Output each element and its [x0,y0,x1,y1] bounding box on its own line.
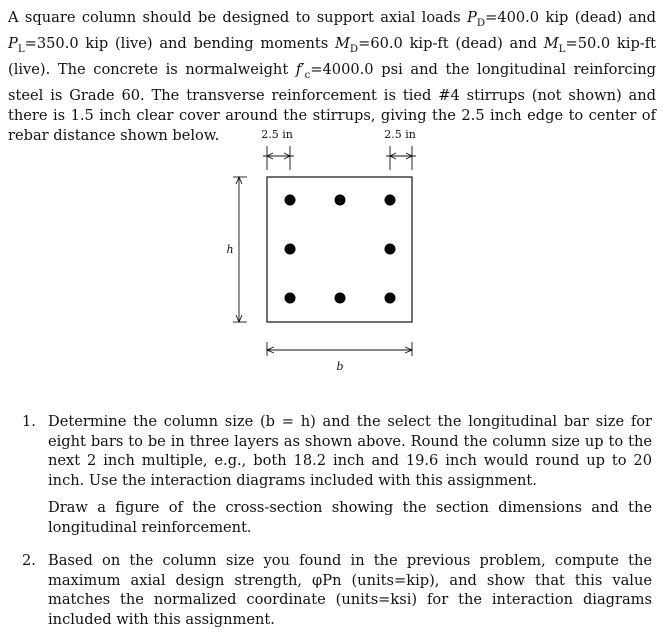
width-dimension [267,342,412,356]
rebar [385,293,396,304]
question-text: Based on the column size you found in the previous problem, compute the maximum axial design strength, φPn (units=kip), and show that this value matches the normalized coordinate (units=ksi) for the interaction diagrams included with this assignment. [48,552,652,628]
question-item [22,551,652,629]
question-number: 1. [22,413,36,430]
longitudinal-bars [285,195,396,304]
rebar [285,244,296,255]
question-number: 2. [22,552,36,569]
rebar [335,293,346,304]
cover-left-dimension [263,146,294,170]
rebar [285,293,296,304]
question-item [22,412,652,537]
question-text: Draw a figure of the cross-section showing the section dimensions and the longitudinal reinforcement. [48,499,652,536]
problem-statement: A square column should be designed to support axial loads $P_D=400.0$ kip (dead) and $P_L=350.0$ kip (live) and bending moments $M_D=60.0$ kip-ft (dead) and $M_L=50.0$ kip-ft (live). The concrete is normalweight $f'_c=4000.0$ psi and the longitudinal reinforcing steel is Grade 60. The transverse reinforcement is tied #4 stirrups (not shown) and there is 1.5 inch clear cover around the stirrups, giving the 2.5 inch edge to center of rebar distance shown below. [8,9,657,144]
cover-right-dimension [386,146,416,170]
cover-right-label: 2.5 in [384,128,416,141]
cover-left-label: 2.5 in [261,128,293,141]
column-cross-section-figure [215,122,435,382]
height-dimension [233,177,247,322]
question-list [22,412,652,629]
question-text: Determine the column size (b = h) and the select the longitudinal bar size for eight bars to be in three layers as shown above. Round the column size up to the next 2 inch multiple, e.g., both 18.2 inch and 19.6 inch would round up to 20 inch. Use the interaction diagrams included with this assignment. [48,413,652,489]
height-label: h [226,243,234,256]
width-label: b [336,360,344,373]
rebar [385,244,396,255]
rebar [285,195,296,206]
rebar [335,195,346,206]
rebar [385,195,396,206]
